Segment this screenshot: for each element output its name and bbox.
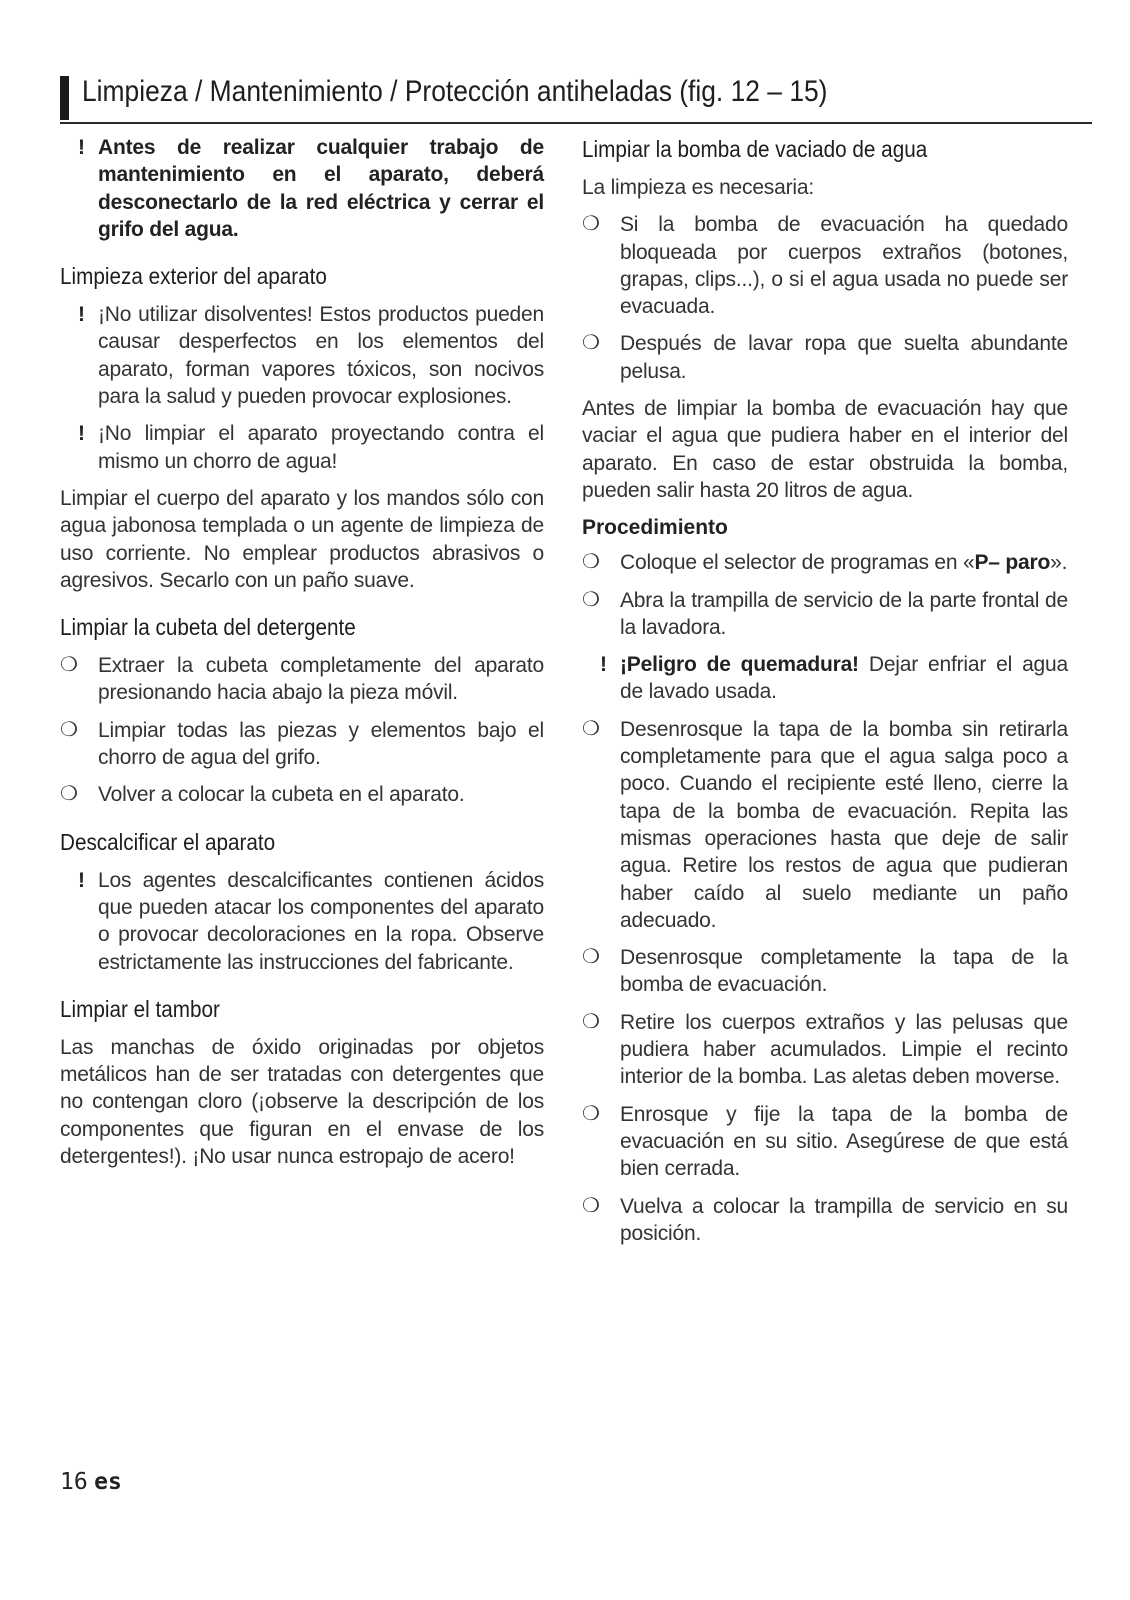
step1-closing: ». [1050, 551, 1068, 575]
warning-solvents-text: ¡No utilizar disolventes! Estos productos pueden causar desperfectos en los elementos del aparato, forman vapores tóxicos, son nocivos para la salud y pueden provocar explosiones. [98, 303, 544, 409]
step1-text: Coloque el selector de programas en « [620, 551, 975, 575]
language-code: es [94, 1469, 122, 1495]
heading-cubeta: Limpiar la cubeta del detergente [60, 614, 356, 641]
list-item [60, 652, 544, 707]
circle-bullet-icon: ❍ [582, 588, 600, 611]
program-position-label: P– paro [974, 551, 1051, 575]
list-item-text: Vuelva a colocar la trampilla de servicio en su posición. [620, 1194, 1068, 1245]
warning-solvents [60, 301, 544, 410]
danger-label: ¡Peligro de quemadura! [620, 653, 859, 677]
circle-bullet-icon: ❍ [582, 946, 600, 969]
warning-icon: ! [78, 136, 85, 159]
list-item [582, 1101, 1068, 1183]
list-item [582, 211, 1068, 320]
page-footer [60, 1466, 122, 1497]
intro-warning [60, 134, 544, 243]
warning-descalcificar-text: Los agentes descalcificantes contienen ácidos que pueden atacar los componentes del aparato o provocar decoloraciones en la ropa. Observe estrictamente las instrucciones del fabricante. [98, 868, 544, 974]
warning-icon: ! [600, 653, 607, 677]
list-item [582, 330, 1068, 385]
circle-bullet-icon: ❍ [60, 718, 78, 741]
list-item [60, 717, 544, 772]
heading-descalcificar: Descalcificar el aparato [60, 828, 276, 855]
list-item [582, 587, 1068, 642]
warning-water-jet-text: ¡No limpiar el aparato proyectando contra el mismo un chorro de agua! [98, 422, 544, 473]
heading-procedimiento: Procedimiento [582, 516, 728, 540]
list-item [60, 781, 544, 808]
exterior-text: Limpiar el cuerpo del aparato y los mandos sólo con agua jabonosa templada o un agente de limpieza de uso corriente. No emplear productos abrasivos o agresivos. Secarlo con un paño suave. [60, 486, 544, 592]
circle-bullet-icon: ❍ [582, 1010, 600, 1033]
list-item-text: Si la bomba de evacuación ha quedado bloqueada por cuerpos extraños (botones, grapas, clips...), o si el agua usada no puede ser evacuada. [620, 213, 1068, 319]
list-item [582, 1009, 1068, 1091]
header-accent-bar [60, 76, 69, 120]
list-item-text: Retire los cuerpos extraños y las pelusas que pudiera haber acumulados. Limpie el recinto interior de la bomba. Las aletas deben moverse. [620, 1010, 1068, 1089]
list-item [582, 944, 1068, 999]
circle-bullet-icon: ❍ [582, 1194, 600, 1217]
heading-bomba: Limpiar la bomba de vaciado de agua [582, 136, 928, 162]
circle-bullet-icon: ❍ [60, 783, 78, 806]
list-item-text: Enrosque y fije la tapa de la bomba de evacuación en su sitio. Asegúrese de que está bien cerrada. [620, 1102, 1068, 1181]
circle-bullet-icon: ❍ [582, 1102, 600, 1125]
list-item [582, 1193, 1068, 1248]
list-item-text: Limpiar todas las piezas y elementos bajo el chorro de agua del grifo. [98, 718, 544, 770]
circle-bullet-icon: ❍ [582, 717, 600, 740]
page-number: 16 [60, 1469, 88, 1495]
list-item-text: Desenrosque la tapa de la bomba sin retirarla completamente para que el agua salga poco a poco. Cuando el recipiente esté lleno, cierre la tapa de la bomba de evacuación. Repita las mismas operaciones hasta que deje de salir agua. Retire los restos de agua que pudieran haber caído al suelo mediante un paño adecuado. [620, 717, 1068, 932]
list-item-text: Abra la trampilla de servicio de la parte frontal de la lavadora. [620, 588, 1068, 639]
heading-tambor: Limpiar el tambor [60, 995, 220, 1022]
page-header [60, 70, 1092, 124]
page-title: Limpieza / Mantenimiento / Protección antiheladas (fig. 12 – 15) [82, 75, 828, 108]
intro-warning-text: Antes de realizar cualquier trabajo de mantenimiento en el aparato, deberá desconectarlo de la red eléctrica y cerrar el grifo del agua. [98, 136, 544, 241]
danger-warning-text [620, 651, 1068, 706]
warning-water-jet [60, 420, 544, 475]
list-item [582, 716, 1068, 934]
danger-warning [582, 651, 1068, 706]
list-item-text: Volver a colocar la cubeta en el aparato. [98, 783, 465, 807]
warning-icon: ! [78, 422, 85, 446]
list-item [582, 549, 1068, 576]
left-column [60, 134, 544, 1180]
bomba-intro: La limpieza es necesaria: [582, 176, 814, 199]
warning-icon: ! [78, 868, 85, 892]
danger-rest: Dejar enfriar el agua de lavado usada. [620, 653, 1068, 704]
warning-descalcificar [60, 867, 544, 976]
right-column [582, 134, 1068, 1257]
circle-bullet-icon: ❍ [582, 332, 600, 355]
circle-bullet-icon: ❍ [582, 213, 600, 236]
list-item-text: Después de lavar ropa que suelta abundante pelusa. [620, 332, 1068, 383]
warning-icon: ! [78, 303, 85, 327]
list-item-text: Desenrosque completamente la tapa de la bomba de evacuación. [620, 946, 1068, 997]
circle-bullet-icon: ❍ [582, 551, 600, 574]
circle-bullet-icon: ❍ [60, 654, 78, 677]
tambor-text: Las manchas de óxido originadas por objetos metálicos han de ser tratadas con detergentes que no contengan cloro (¡observe la descripción de los componentes que figuran en el envase de los detergentes!). ¡No usar nunca estropajo de acero! [60, 1035, 544, 1169]
list-item-text [620, 549, 1068, 576]
bomba-paragraph: Antes de limpiar la bomba de evacuación hay que vaciar el agua que pudiera haber en el interior del aparato. En caso de estar obstruida la bomba, pueden salir hasta 20 litros de agua. [582, 397, 1068, 502]
heading-exterior: Limpieza exterior del aparato [60, 263, 327, 290]
list-item-text: Extraer la cubeta completamente del aparato presionando hacia abajo la pieza móvil. [98, 654, 544, 705]
